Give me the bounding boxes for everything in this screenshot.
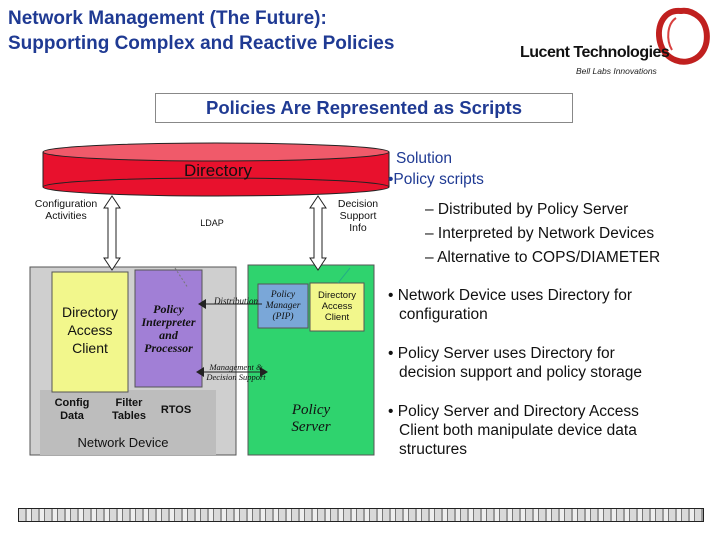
directory-access-client-label: Directory Access Client bbox=[61, 304, 118, 356]
bullet-policy-server-directory: • Policy Server uses Directory for decision support and policy storage bbox=[388, 345, 642, 381]
solution-item-policy-scripts: •Policy scripts bbox=[388, 171, 484, 188]
scripts-banner: Policies Are Represented as Scripts bbox=[155, 93, 573, 123]
sub-item-alternative: – Alternative to COPS/DIAMETER bbox=[425, 249, 661, 266]
sub-item-distributed: – Distributed by Policy Server bbox=[425, 201, 629, 218]
config-data-label: Config Data bbox=[54, 397, 90, 422]
solution-subitems bbox=[425, 198, 660, 270]
distribution-label: Distribution bbox=[213, 296, 258, 306]
logo-name: Lucent Technologies bbox=[520, 44, 670, 61]
bullet-network-device: • Network Device uses Directory for configuration bbox=[388, 287, 633, 323]
filter-tables-label: Filter Tables bbox=[111, 397, 147, 422]
logo-tagline: Bell Labs Innovations bbox=[576, 66, 657, 76]
policy-interpreter-label: Policy Interpreter and Processor bbox=[141, 302, 196, 355]
directory-label: Directory bbox=[183, 161, 252, 180]
bullet-policy-server-access-client: • Policy Server and Directory Access Client both manipulate device data structures bbox=[388, 403, 639, 458]
title-line-1: Network Management (The Future): bbox=[8, 8, 327, 29]
rtos-label: RTOS bbox=[160, 404, 192, 416]
management-label: Management & Decision Support bbox=[206, 362, 266, 382]
title-line-2: Supporting Complex and Reactive Policies bbox=[8, 33, 395, 54]
solution-heading: Solution bbox=[396, 150, 453, 167]
configuration-activities-label: Configuration Activities bbox=[34, 198, 98, 222]
decision-double-arrow bbox=[310, 196, 326, 270]
decision-support-info-label: Decision Support Info bbox=[337, 198, 379, 234]
ldap-label: LDAP bbox=[200, 218, 224, 228]
decorative-footer-bar bbox=[18, 508, 704, 522]
server-directory-access-client-label: Directory Access Client bbox=[317, 290, 356, 323]
network-device-label: Network Device bbox=[77, 435, 169, 450]
policy-server-label: Policy Server bbox=[291, 402, 331, 435]
sub-item-interpreted: – Interpreted by Network Devices bbox=[425, 225, 655, 242]
config-double-arrow bbox=[104, 196, 120, 270]
pip-label: Policy Manager (PIP) bbox=[265, 290, 301, 322]
